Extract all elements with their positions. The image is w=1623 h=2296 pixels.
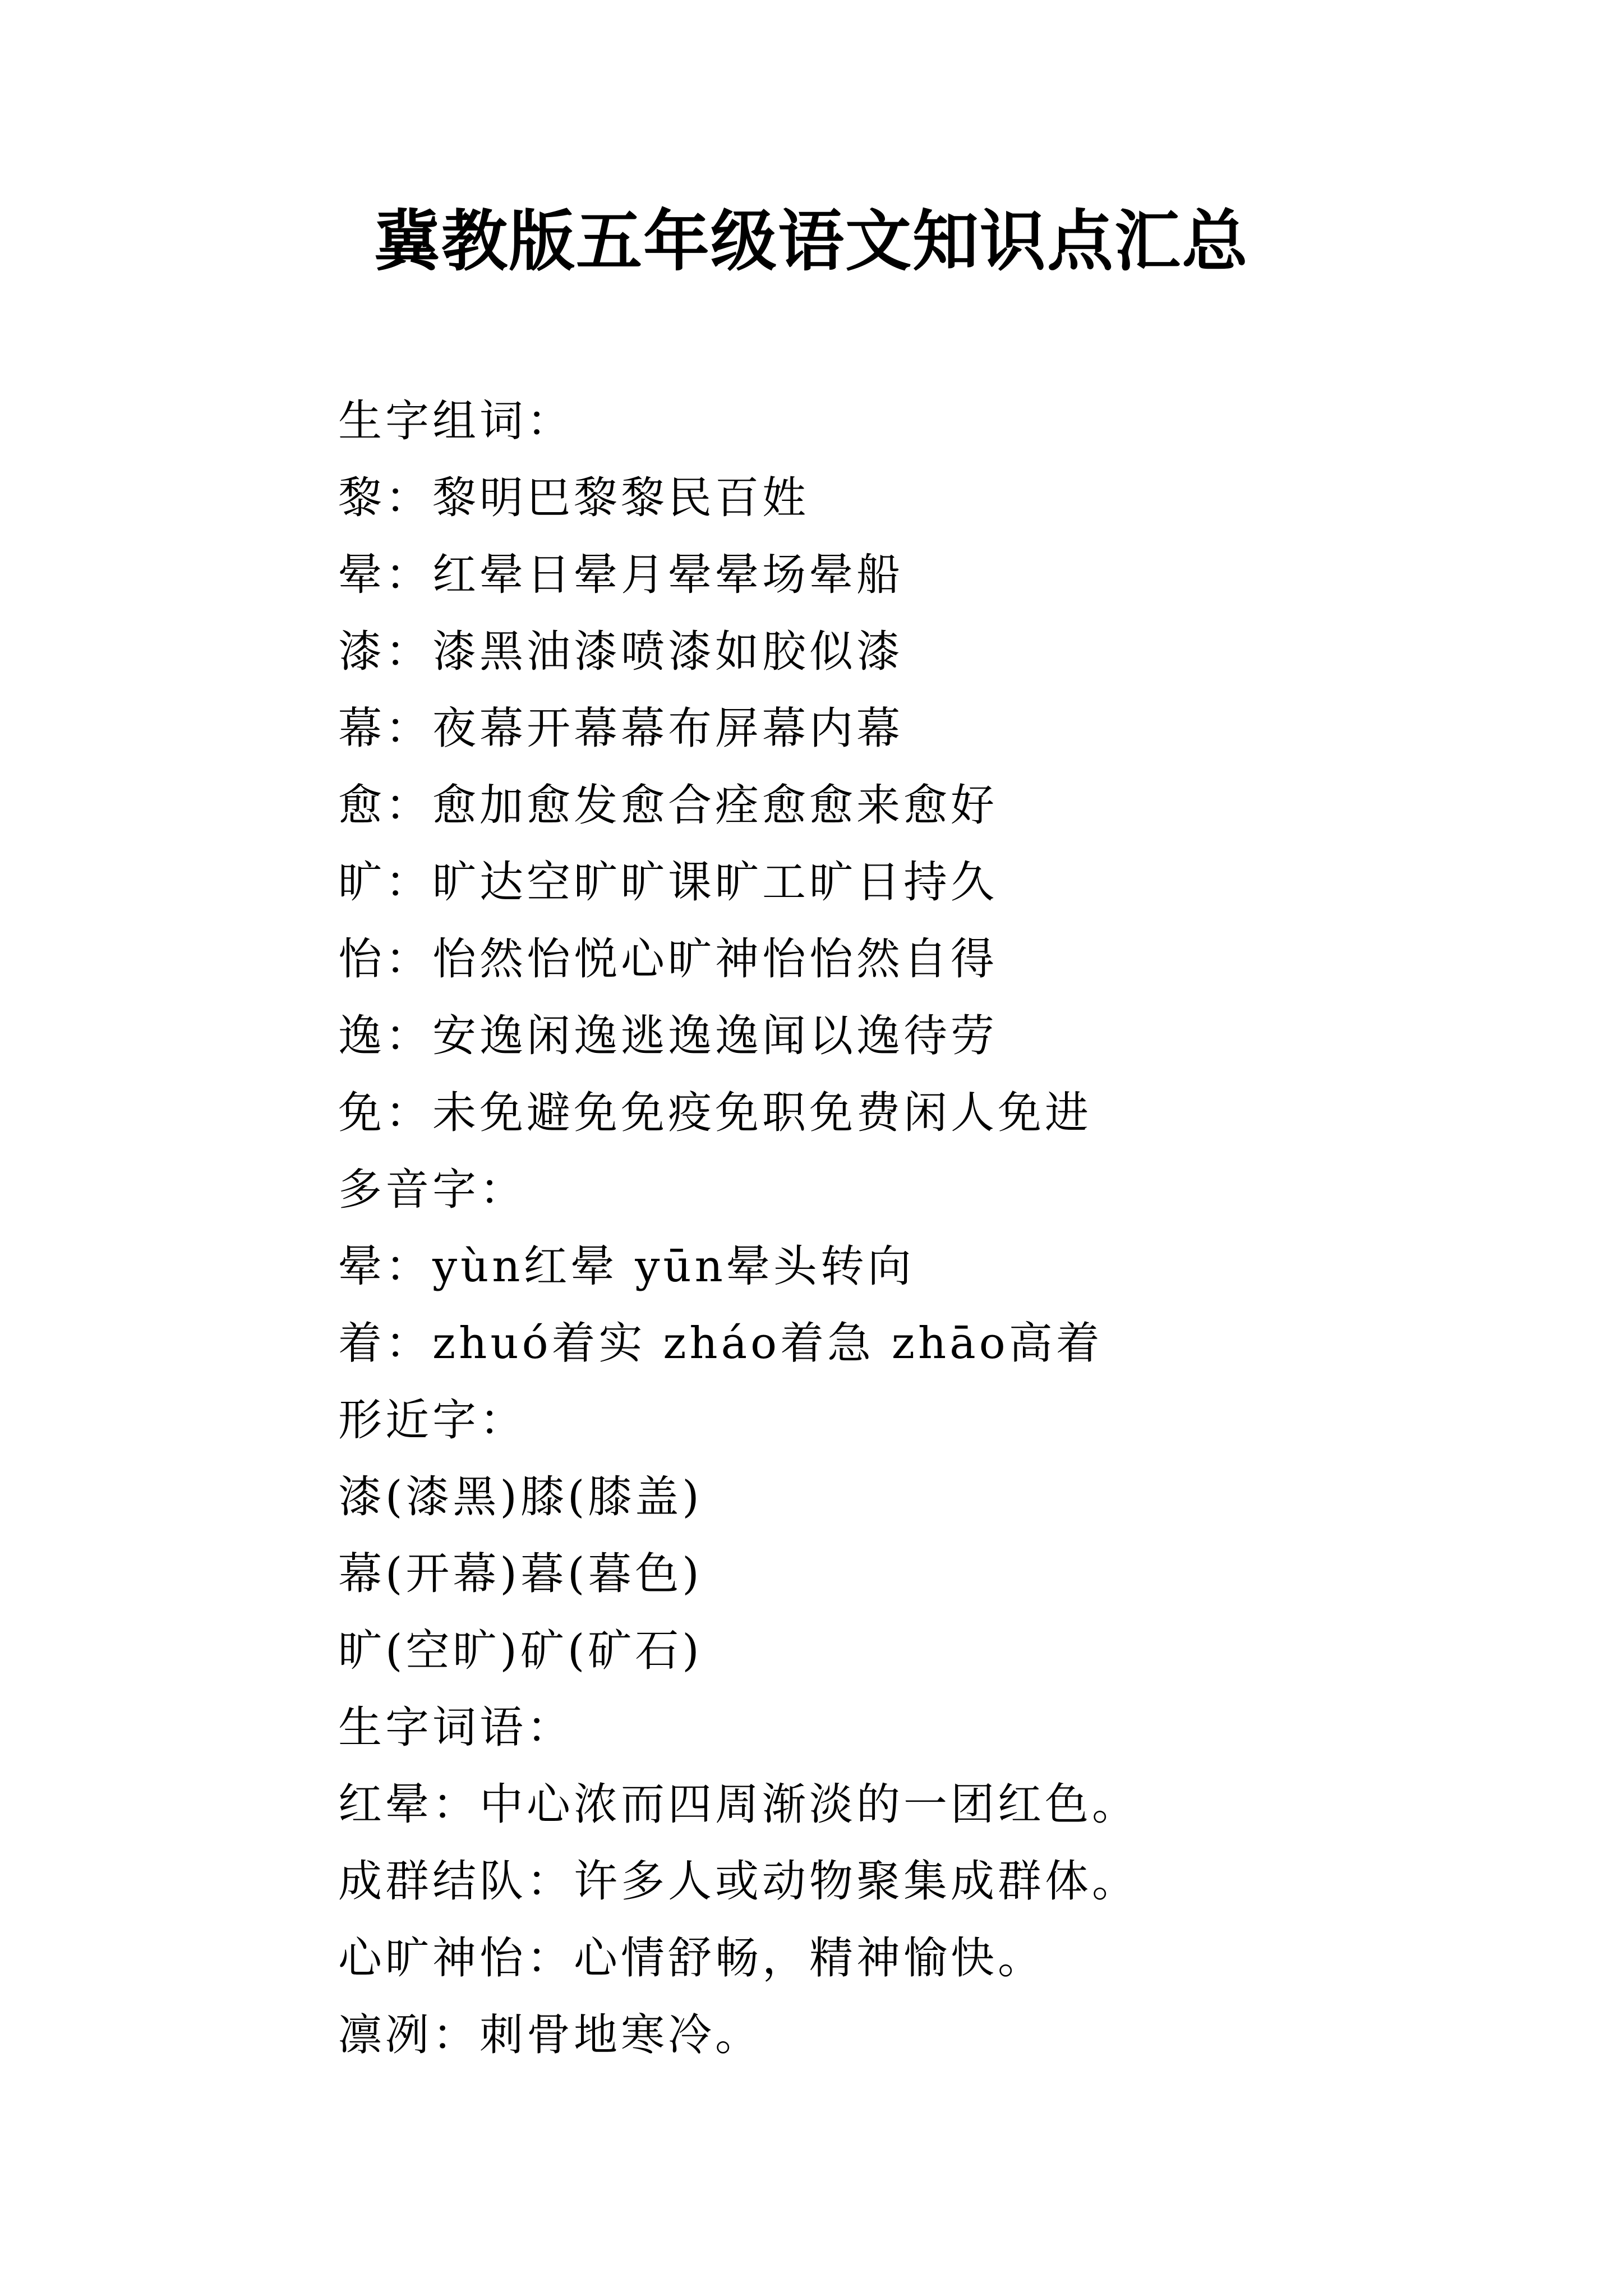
- text-line: 成群结队：许多人或动物聚集成群体。: [338, 1856, 1140, 1907]
- document-body: [338, 383, 1516, 2074]
- page-title: 冀教版五年级语文知识点汇总: [374, 202, 1249, 280]
- text-line: 凛冽：刺骨地寒冷。: [338, 2010, 763, 2060]
- text-line: 着：zhuó着实 zháo着急 zhāo高着: [338, 1318, 1103, 1369]
- text-line: 红晕：中心浓而四周渐淡的一团红色。: [338, 1779, 1140, 1830]
- text-line: 漆(漆黑)膝(膝盖): [338, 1472, 703, 1522]
- section-heading-vocabulary: 生字词语：: [338, 1703, 574, 1753]
- text-line: 幕(开幕)暮(暮色): [338, 1549, 703, 1599]
- text-line: 黎：黎明巴黎黎民百姓: [338, 473, 810, 523]
- section-heading-word-groups: 生字组词：: [338, 396, 574, 447]
- text-line: 幕：夜幕开幕幕布屏幕内幕: [338, 703, 904, 754]
- text-line: 晕：红晕日晕月晕晕场晕船: [338, 550, 904, 600]
- section-heading-polyphones: 多音字：: [338, 1165, 527, 1215]
- text-line: 逸：安逸闲逸逃逸逸闻以逸待劳: [338, 1011, 998, 1061]
- section-heading-similar-characters: 形近字：: [338, 1395, 527, 1446]
- text-line: 旷：旷达空旷旷课旷工旷日持久: [338, 857, 998, 908]
- text-line: 心旷神怡：心情舒畅，精神愉快。: [338, 1933, 1045, 1984]
- text-line: 旷(空旷)矿(矿石): [338, 1626, 703, 1676]
- text-line: 漆：漆黑油漆喷漆如胶似漆: [338, 627, 904, 677]
- text-line: 晕：yùn红晕 yūn晕头转向: [338, 1241, 915, 1292]
- text-line: 怡：怡然怡悦心旷神怡怡然自得: [338, 934, 998, 984]
- text-line: 愈：愈加愈发愈合痊愈愈来愈好: [338, 780, 998, 831]
- text-line: 免：未免避免免疫免职免费闲人免进: [338, 1088, 1092, 1138]
